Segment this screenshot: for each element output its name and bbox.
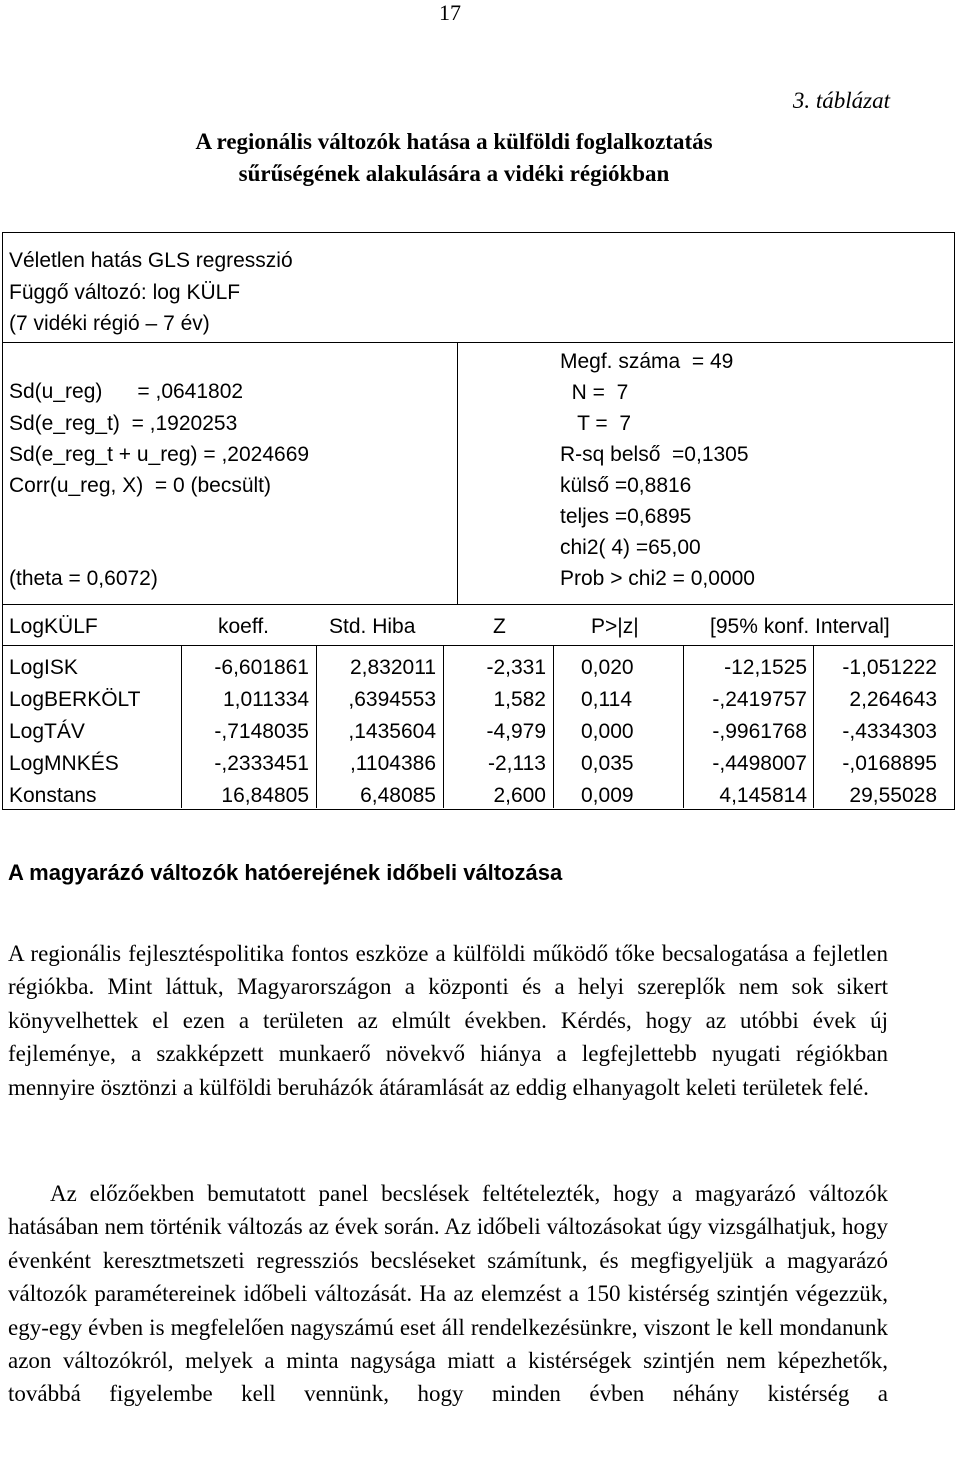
table-cell: ,1435604 [348,720,436,743]
col-divider [443,645,444,808]
column-header: P>|z| [591,615,639,638]
table-cell: 1,011334 [222,688,309,711]
table-cell: 1,582 [493,688,546,711]
table-cell: 16,84805 [221,784,309,807]
stat-rsq-overall: teljes =0,6895 [560,505,692,528]
stat-sd-u-reg: Sd(u_reg) = ,0641802 [9,380,244,403]
column-header: koeff. [218,615,269,638]
stat-t: T = 7 [560,412,632,435]
table-cell: -4,979 [486,720,546,743]
divider-table-top [3,604,953,605]
table-cell: -,0168895 [842,752,937,775]
table-row-label: LogTÁV [9,720,85,743]
table-cell: 0,114 [581,688,632,711]
page-number: 17 [439,0,461,25]
table-cell: -,4334303 [842,720,937,743]
table-title-line-1: A regionális változók hatása a külföldi foglalkoztatás [195,129,713,154]
paragraph-2: Az előzőekben bemutatott panel becslések feltételezték, hogy a magyarázó változók hatásában nem történik változás az évek során. Az időbeli változásokat úgy vizsgálhatjuk, hogy évenként keresztmetszeti regressziós becsléseket számítunk, és megfigyeljük a magyarázó változók paramétereinek időbeli változását. Ha az elemzést a 150 kistérség szintjén végezzük, egy-egy évben is megfelelően nagyszámú eset áll rendelkezésünkre, viszont le kell mondanunk azon változókról, melyek a minta nagysága miatt a kistérségek szintjén nem képezhetők, továbbá figyelembe kell vennünk, hogy minden évben néhány kistérség a [8,1181,888,1407]
table-row-label: LogMNKÉS [9,752,119,775]
table-cell: 4,145814 [719,784,807,807]
stat-prob-chi2: Prob > chi2 = 0,0000 [560,567,755,590]
table-label: 3. táblázat [792,88,890,113]
table-cell: -2,331 [486,656,546,679]
paragraph-1: A regionális fejlesztéspolitika fontos eszköze a külföldi működő tőke becsalogatása a fejletlen régiókba. Mint láttuk, Magyarországon a központi és a helyi szereplők nem sok sikert könyvelhettek el ezen a területen az elmúlt években. Kérdés, hogy az utóbbi évek új fejleménye, a szakképzett munkaerő növekvő hiánya a legfejlettebb nyugati régiókban mennyire ösztönzi a külföldi beruházók átáramlását az eddig elhanyagolt keleti területek felé. [8,941,888,1100]
table-title-line-2: sűrűségének alakulására a vidéki régiókban [238,161,670,186]
table-cell: -1,051222 [842,656,937,679]
table-cell: 0,009 [581,784,634,807]
stat-theta: (theta = 0,6072) [9,567,158,590]
table-row-label: LogISK [9,656,78,679]
stat-rsq-within: R-sq belső =0,1305 [560,443,749,466]
table-cell: ,1104386 [349,752,436,775]
divider-stats [457,342,458,604]
stat-sd-combined: Sd(e_reg_t + u_reg) = ,2024669 [9,443,310,466]
stat-n: N = 7 [560,381,629,404]
table-cell: 2,600 [493,784,546,807]
column-header: LogKÜLF [9,615,98,638]
stat-rsq-between: külső =0,8816 [560,474,692,497]
table-cell: -2,113 [488,752,546,775]
sample-description: (7 vidéki régió – 7 év) [9,312,210,335]
table-row-label: Konstans [9,784,97,807]
divider-header [3,342,953,343]
table-cell: ,6394553 [348,688,436,711]
table-cell: -,2419757 [712,688,807,711]
col-divider [181,645,182,808]
col-divider [553,645,554,808]
divider-table-head [3,645,953,646]
table-row-label: LogBERKÖLT [9,688,141,711]
table-cell: -,4498007 [712,752,807,775]
col-divider [813,645,814,808]
table-cell: -6,601861 [214,656,309,679]
stat-observations: Megf. száma = 49 [560,350,734,373]
column-header: Z [493,615,506,638]
column-header: [95% konf. Interval] [710,615,890,638]
table-cell: 0,020 [581,656,634,679]
stat-sd-e-reg-t: Sd(e_reg_t) = ,1920253 [9,412,238,435]
section-heading: A magyarázó változók hatóerejének időbeli változása [8,860,563,885]
dependent-variable: Függő változó: log KÜLF [9,281,241,304]
col-divider [316,645,317,808]
stat-chi2: chi2( 4) =65,00 [560,536,701,559]
table-cell: 29,55028 [849,784,937,807]
table-cell: -,9961768 [712,720,807,743]
table-cell: 2,264643 [849,688,937,711]
table-cell: -,2333451 [214,752,309,775]
col-divider [683,645,684,808]
column-header: Std. Hiba [329,615,416,638]
stat-corr: Corr(u_reg, X) = 0 (becsült) [9,474,272,497]
table-cell: -,7148035 [214,720,309,743]
regression-table [2,232,955,810]
table-cell: 0,035 [581,752,634,775]
table-cell: 2,832011 [349,656,436,679]
table-cell: 0,000 [581,720,634,743]
model-type: Véletlen hatás GLS regresszió [9,249,293,272]
table-cell: 6,48085 [360,784,436,807]
table-cell: -12,1525 [724,656,807,679]
